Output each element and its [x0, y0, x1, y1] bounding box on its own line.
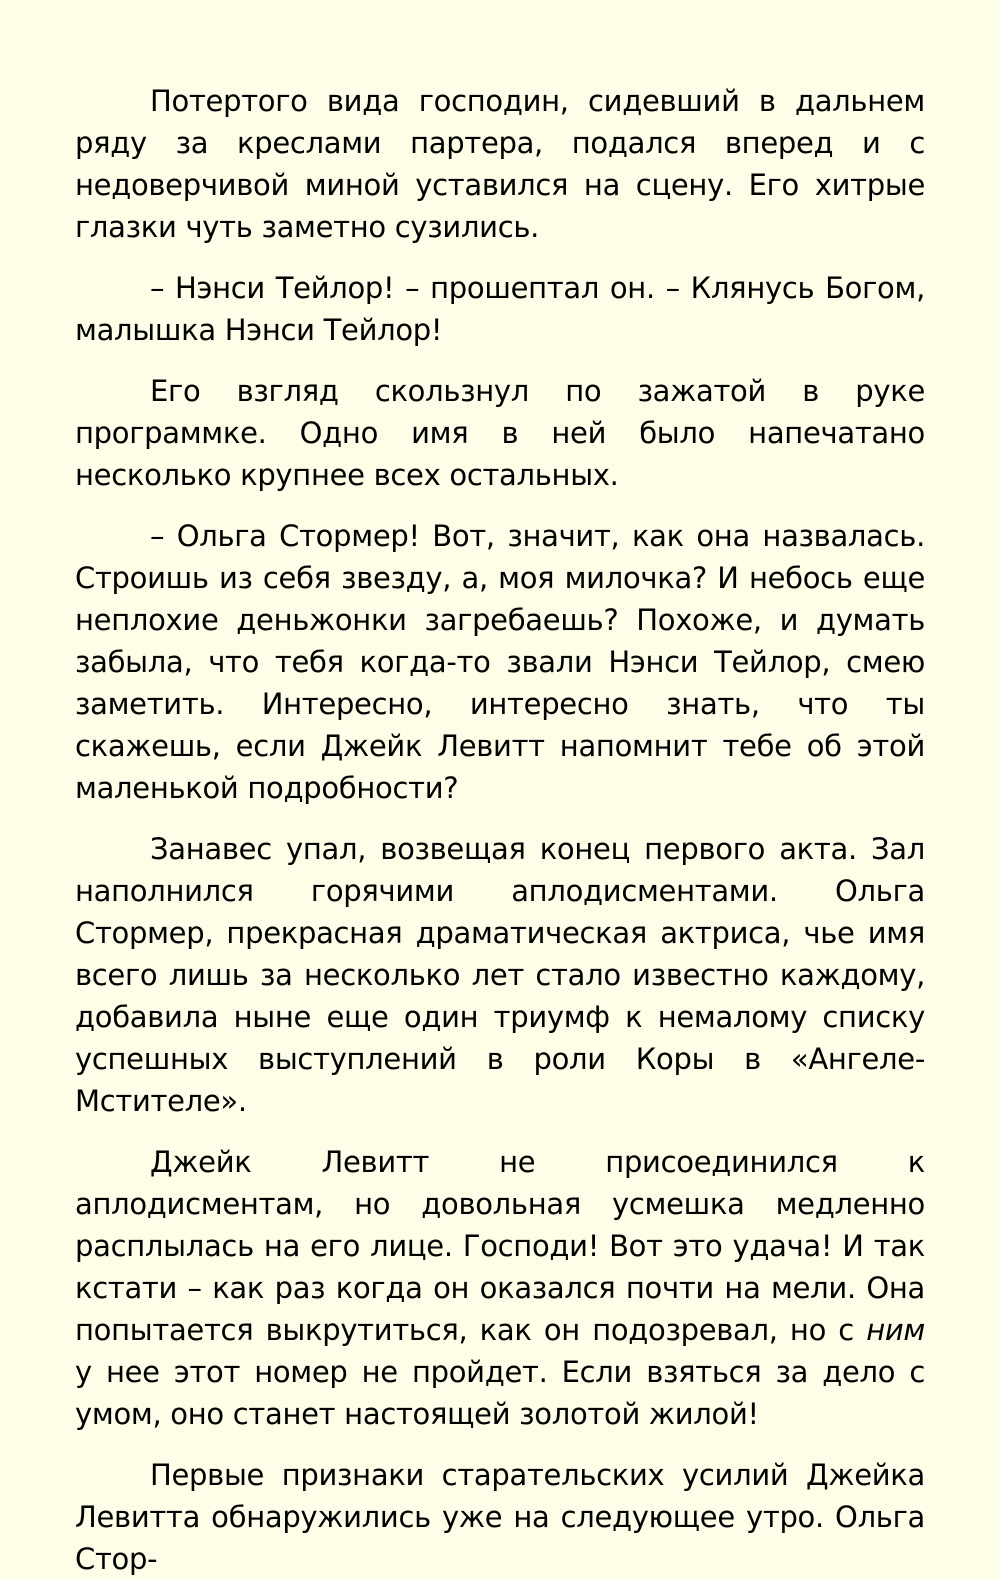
paragraph-text: Его взгляд скользнул по зажатой в руке программке. Одно имя в ней было напечатано несколько крупнее всех остальных.	[75, 374, 925, 492]
paragraph-5	[75, 828, 925, 1122]
paragraph-7	[75, 1454, 925, 1580]
paragraph-2	[75, 267, 925, 351]
paragraph-text: Джейк Левитт не присоединился к аплодисментам, но довольная усмешка медленно расплылась на его лице. Господи! Вот это удача! И так кстати – как раз когда он оказался почти на мели. Она попытается выкрутиться, как он подозревал, но с	[75, 1145, 925, 1347]
paragraph-text: Первые признаки старательских усилий Джейка Левитта обнаружились уже на следующее утро. Ольга Стор-	[75, 1458, 925, 1576]
paragraph-text: Занавес упал, возвещая конец первого акта. Зал наполнился горячими аплодисментами. Ольга Стормер, прекрасная драматическая актриса, чье имя всего лишь за несколько лет стало известно каждому, добавила ныне еще один триумф к немалому списку успешных выступлений в роли Коры в «Ангеле-Мстителе».	[75, 832, 925, 1118]
paragraph-3	[75, 370, 925, 496]
paragraph-text: у нее этот номер не пройдет. Если взяться за дело с умом, оно станет настоящей золотой жилой!	[75, 1355, 925, 1431]
paragraph-4	[75, 515, 925, 809]
paragraph-1	[75, 80, 925, 248]
paragraph-text: – Нэнси Тейлор! – прошептал он. – Клянусь Богом, малышка Нэнси Тейлор!	[75, 271, 925, 347]
paragraph-text: – Ольга Стормер! Вот, значит, как она назвалась. Строишь из себя звезду, а, моя милочка? И небось еще неплохие деньжонки загребаешь? Похоже, и думать забыла, что тебя когда-то звали Нэнси Тейлор, смею заметить. Интересно, интересно знать, что ты скажешь, если Джейк Левитт напомнит тебе об этой маленькой подробности?	[75, 519, 925, 805]
emphasized-word: ним	[866, 1313, 925, 1347]
paragraph-6	[75, 1141, 925, 1435]
paragraph-text: Потертого вида господин, сидевший в дальнем ряду за креслами партера, подался вперед и с недоверчивой миной уставился на сцену. Его хитрые глазки чуть заметно сузились.	[75, 84, 925, 244]
